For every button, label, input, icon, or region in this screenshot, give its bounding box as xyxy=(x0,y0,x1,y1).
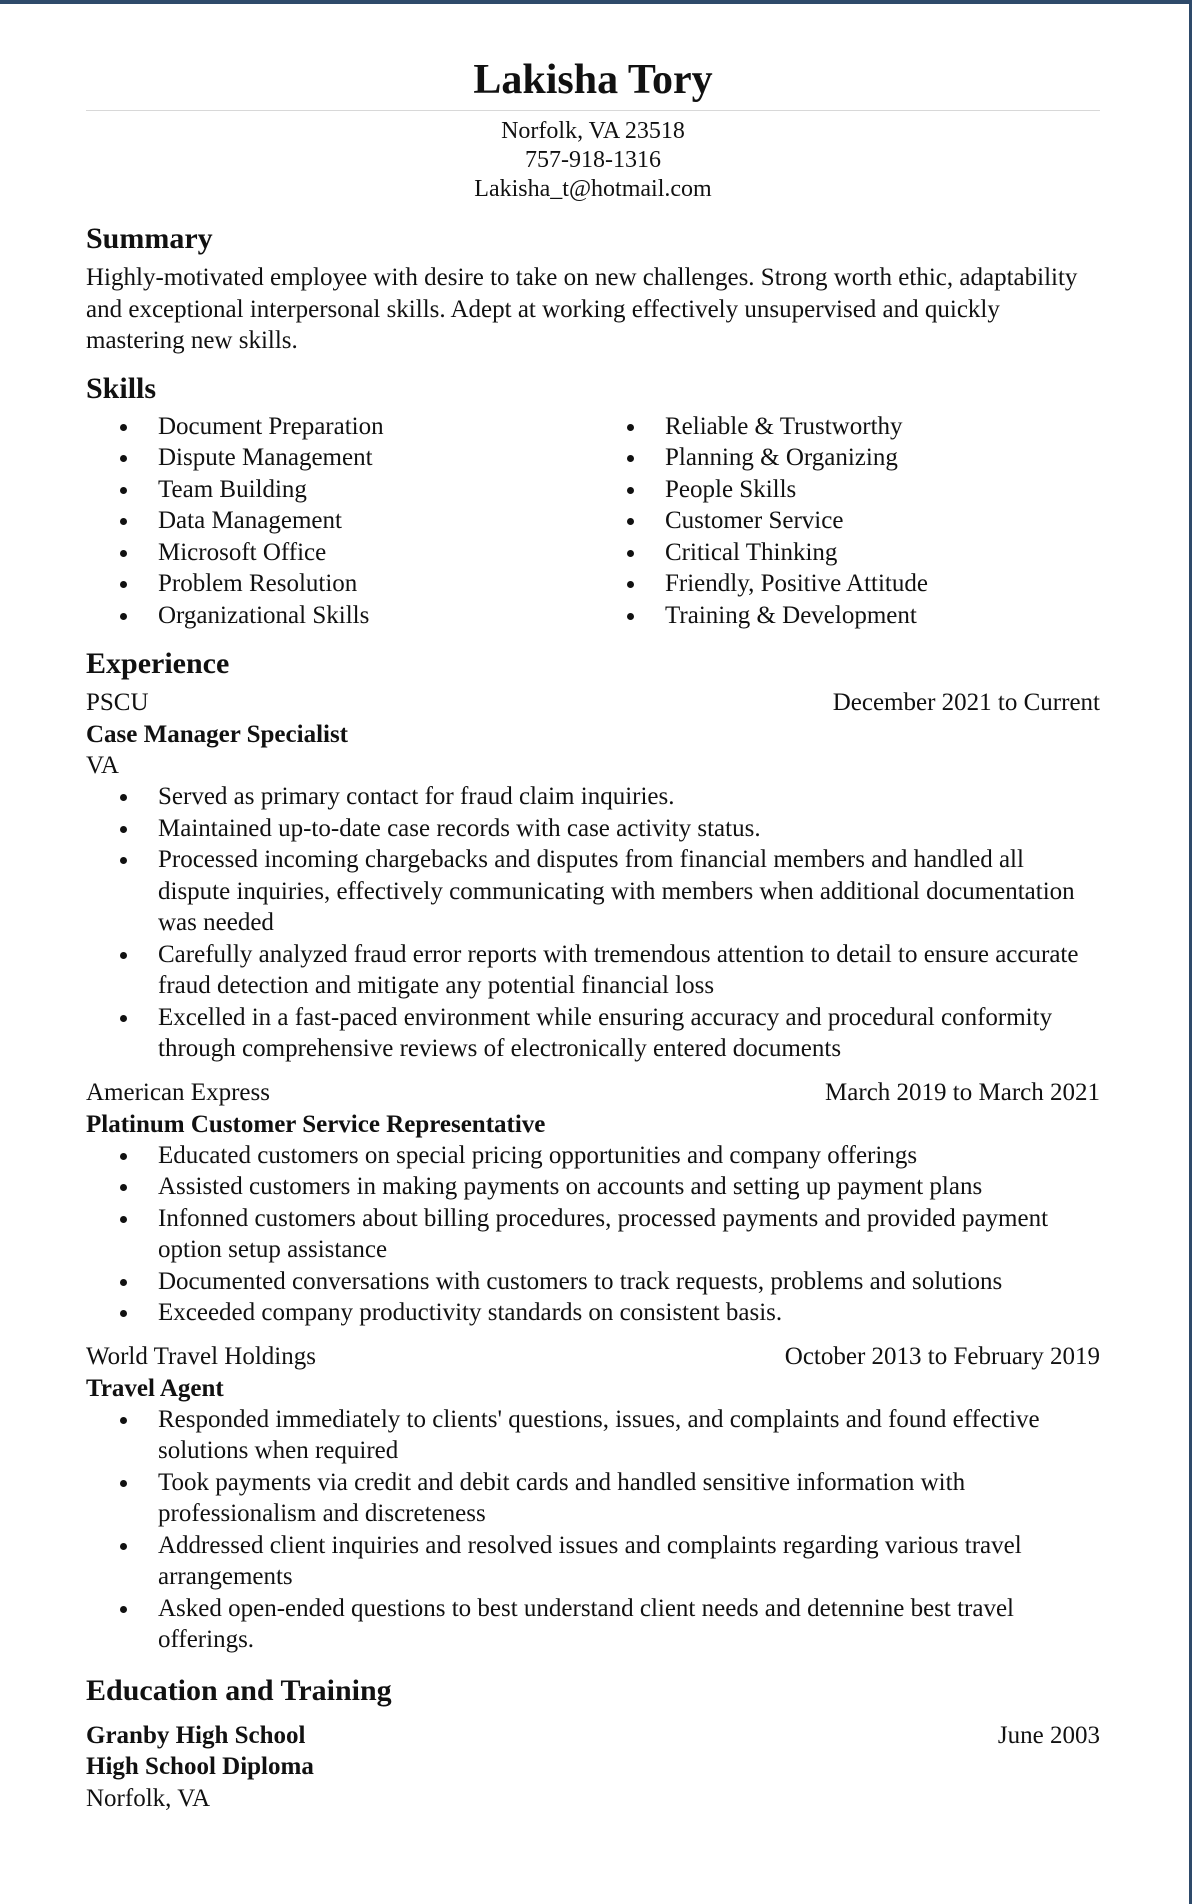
skill-item: Data Management xyxy=(86,505,593,537)
skill-item: Organizational Skills xyxy=(86,600,593,632)
skills-column-left xyxy=(86,411,593,632)
skill-item: Microsoft Office xyxy=(86,537,593,569)
skill-item: Planning & Organizing xyxy=(593,442,1100,474)
job-header xyxy=(86,1341,1100,1373)
name-divider xyxy=(86,110,1100,111)
job-bullet: Exceeded company productivity standards on consistent basis. xyxy=(86,1297,1100,1329)
job-company: PSCU xyxy=(86,689,149,716)
contact-email: Lakisha_t@hotmail.com xyxy=(474,176,712,202)
contact-address: Norfolk, VA 23518 xyxy=(501,118,685,144)
job-entry-pscu xyxy=(86,687,1100,1065)
skills-column-right xyxy=(593,411,1100,632)
job-bullet: Excelled in a fast-paced environment while ensuring accuracy and procedural conformity through comprehensive reviews of electronically entered documents xyxy=(86,1002,1100,1065)
education-location: Norfolk, VA xyxy=(86,1784,211,1812)
education-entry xyxy=(86,1720,1100,1815)
skill-item: People Skills xyxy=(593,474,1100,506)
job-role: Platinum Customer Service Representative xyxy=(86,1110,546,1138)
job-bullet: Processed incoming chargebacks and disputes from financial members and handled all dispute inquiries, effectively communicating with members when additional documentation was needed xyxy=(86,844,1100,939)
job-location: VA xyxy=(86,752,119,779)
experience-heading: Experience xyxy=(86,647,230,680)
education-date: June 2003 xyxy=(997,1721,1100,1749)
contact-block xyxy=(86,117,1100,204)
resume-page xyxy=(86,52,1100,1814)
job-bullet: Responded immediately to clients' questions, issues, and complaints and found effective solutions when required xyxy=(86,1404,1100,1467)
summary-text: Highly-motivated employee with desire to take on new challenges. Strong worth ethic, adaptability and exceptional interpersonal skills. Adept at working effectively unsupervised and quickly mastering new skills. xyxy=(86,264,1078,354)
job-bullet: Infonned customers about billing procedures, processed payments and provided payment option setup assistance xyxy=(86,1203,1100,1266)
job-bullets xyxy=(86,781,1100,1065)
job-header xyxy=(86,1077,1100,1109)
education-header xyxy=(86,1720,1100,1752)
education-degree: High School Diploma xyxy=(86,1753,314,1780)
job-role: Travel Agent xyxy=(86,1374,224,1402)
job-company: World Travel Holdings xyxy=(86,1342,316,1370)
job-bullet: Addressed client inquiries and resolved issues and complaints regarding various travel arrangements xyxy=(86,1530,1100,1593)
job-header xyxy=(86,687,1100,719)
job-bullet: Asked open-ended questions to best understand client needs and detennine best travel offerings. xyxy=(86,1593,1100,1656)
skills-list xyxy=(86,411,1100,632)
job-bullet: Assisted customers in making payments on accounts and setting up payment plans xyxy=(86,1171,1100,1203)
skill-item: Problem Resolution xyxy=(86,568,593,600)
skill-item: Customer Service xyxy=(593,505,1100,537)
job-entry-world-travel-holdings xyxy=(86,1341,1100,1656)
job-company: American Express xyxy=(86,1078,270,1106)
skill-item: Team Building xyxy=(86,474,593,506)
candidate-name: Lakisha Tory xyxy=(473,57,713,103)
contact-phone: 757-918-1316 xyxy=(525,147,661,173)
window-top-border xyxy=(0,0,1192,4)
job-bullet: Documented conversations with customers to track requests, problems and solutions xyxy=(86,1266,1100,1298)
skill-item: Document Preparation xyxy=(86,411,593,443)
education-heading: Education and Training xyxy=(86,1673,392,1707)
job-bullets xyxy=(86,1404,1100,1656)
job-bullet: Maintained up-to-date case records with case activity status. xyxy=(86,813,1100,845)
job-dates: October 2013 to February 2019 xyxy=(784,1342,1100,1370)
skill-item: Dispute Management xyxy=(86,442,593,474)
summary-heading: Summary xyxy=(86,222,213,255)
job-bullet: Took payments via credit and debit cards and handled sensitive information with professionalism and discreteness xyxy=(86,1467,1100,1530)
skills-heading: Skills xyxy=(86,371,157,405)
skill-item: Reliable & Trustworthy xyxy=(593,411,1100,443)
job-dates: March 2019 to March 2021 xyxy=(825,1078,1100,1106)
job-entry-american-express xyxy=(86,1077,1100,1329)
education-school: Granby High School xyxy=(86,1721,306,1749)
job-bullet: Educated customers on special pricing opportunities and company offerings xyxy=(86,1140,1100,1172)
skill-item: Training & Development xyxy=(593,600,1100,632)
job-dates: December 2021 to Current xyxy=(832,689,1100,716)
skill-item: Critical Thinking xyxy=(593,537,1100,569)
job-bullet: Served as primary contact for fraud claim inquiries. xyxy=(86,781,1100,813)
job-role: Case Manager Specialist xyxy=(86,721,349,748)
job-bullets xyxy=(86,1140,1100,1329)
skill-item: Friendly, Positive Attitude xyxy=(593,568,1100,600)
job-bullet: Carefully analyzed fraud error reports with tremendous attention to detail to ensure accurate fraud detection and mitigate any potential financial loss xyxy=(86,939,1100,1002)
